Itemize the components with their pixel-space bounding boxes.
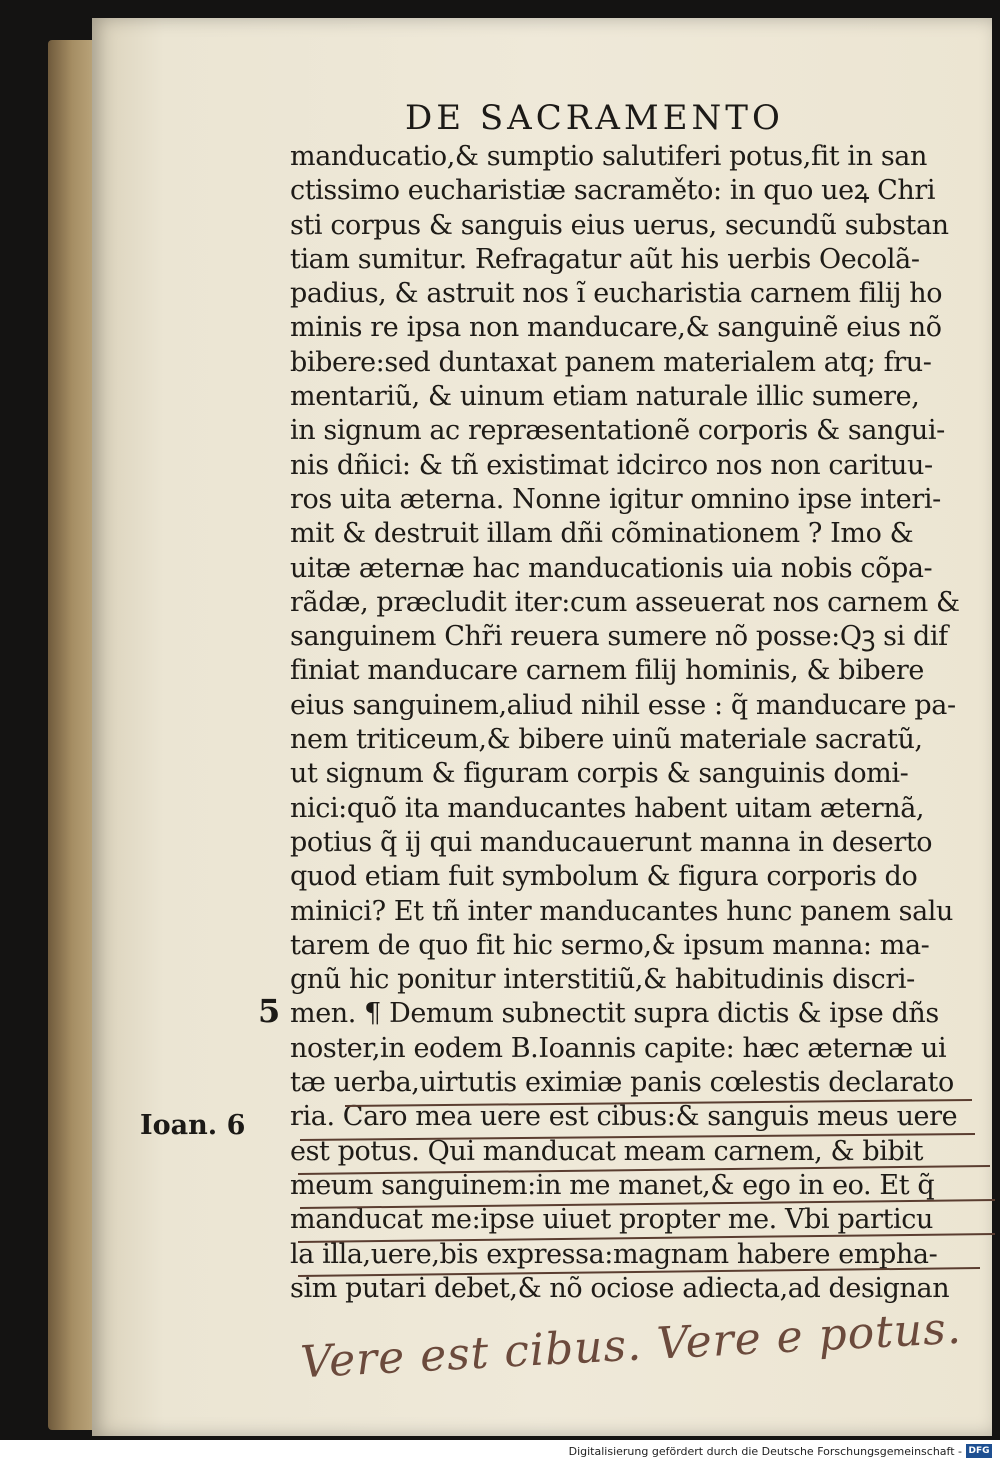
- text-line: sim putari debet,& nõ ociose adiecta,ad designan: [290, 1272, 950, 1304]
- text-line: in signum ac repræsentationẽ corporis & sangui-: [290, 415, 945, 447]
- text-line: sti corpus & sanguis eius uerus, secundũ substan: [290, 209, 949, 241]
- funding-credit: Digitalisierung gefördert durch die Deutsche Forschungsgemeinschaft -: [568, 1445, 962, 1458]
- text-line: est potus. Qui manducat meam carnem, & bibit: [290, 1135, 924, 1167]
- text-line: eius sanguinem,aliud nihil esse : q̃ manducare pa-: [290, 689, 956, 721]
- text-line: ros uita æterna. Nonne igitur omnino ipse interi-: [290, 483, 941, 515]
- text-line: rãdæ, præcludit iter:cum asseuerat nos carnem &: [290, 586, 960, 618]
- text-line: minis re ipsa non manducare,& sanguinẽ eius nõ: [290, 312, 942, 344]
- margin-reference: Ioan. 6: [140, 1110, 246, 1141]
- text-line: quod etiam fuit symbolum & figura corporis do: [290, 861, 918, 893]
- footer-bar: [0, 1440, 1000, 1464]
- text-line: finiat manducare carnem filij hominis, & bibere: [290, 655, 924, 687]
- text-line: tarem de quo fit hic sermo,& ipsum manna: ma-: [290, 929, 930, 961]
- text-line: noster,in eodem B.Ioannis capite: hæc æternæ ui: [290, 1032, 947, 1064]
- text-line: manducatio,& sumptio salutiferi potus,fit in san: [290, 141, 927, 172]
- text-line: ctissimo eucharistiæ sacraměto: in quo ueꝝ Chri: [290, 175, 936, 207]
- text-line: sanguinem Chr̃i reuera sumere nõ posse:Qꝫ si dif: [290, 621, 948, 653]
- body-text: [290, 140, 980, 1306]
- text-line: tiam sumitur. Refragatur aũt his uerbis Oecolã-: [290, 243, 920, 275]
- text-line: uitæ æternæ hac manducationis uia nobis cõpa-: [290, 552, 933, 584]
- text-line: ut signum & figuram corpis & sanguinis domi-: [290, 758, 909, 790]
- text-line: mentariũ, & uinum etiam naturale illic sumere,: [290, 381, 920, 413]
- handwritten-note: Vere est cibus. Vere e potus.: [299, 1302, 963, 1389]
- text-line: men. ¶ Demum subnectit supra dictis & ipse dñs: [290, 998, 939, 1030]
- dfg-logo: DFG: [966, 1444, 992, 1458]
- margin-section-number: 5: [258, 992, 281, 1030]
- text-line: potius q̃ ij qui manducauerunt manna in deserto: [290, 826, 933, 858]
- text-line: nis dñici: & tñ existimat idcirco nos non carituu-: [290, 449, 933, 481]
- text-line: gnũ hic ponitur interstitiũ,& habitudinis discri-: [290, 964, 915, 996]
- running-title: DE SACRAMENTO: [405, 98, 784, 138]
- text-line: manducat me:ipse uiuet propter me. Vbi particu: [290, 1204, 933, 1236]
- text-line: minici? Et tñ inter manducantes hunc panem salu: [290, 895, 954, 927]
- text-line: padius, & astruit nos ĩ eucharistia carnem filij ho: [290, 278, 943, 310]
- text-line: mit & destruit illam dñi cõminationem ? Imo &: [290, 518, 914, 550]
- text-line: nici:quõ ita manducantes habent uitam æternã,: [290, 792, 925, 824]
- text-line: bibere:sed duntaxat panem materialem atq; fru-: [290, 346, 932, 378]
- text-line: ria. Caro mea uere est cibus:& sanguis meus uere: [290, 1101, 958, 1133]
- text-line: la illa,uere,bis expressa:magnam habere empha-: [290, 1238, 938, 1270]
- text-line: tæ uerba,uirtutis eximiæ panis cœlestis declarato: [290, 1067, 954, 1099]
- text-line: nem triticeum,& bibere uinũ materiale sacratũ,: [290, 724, 923, 756]
- text-line: meum sanguinem:in me manet,& ego in eo. Et q̃: [290, 1169, 935, 1201]
